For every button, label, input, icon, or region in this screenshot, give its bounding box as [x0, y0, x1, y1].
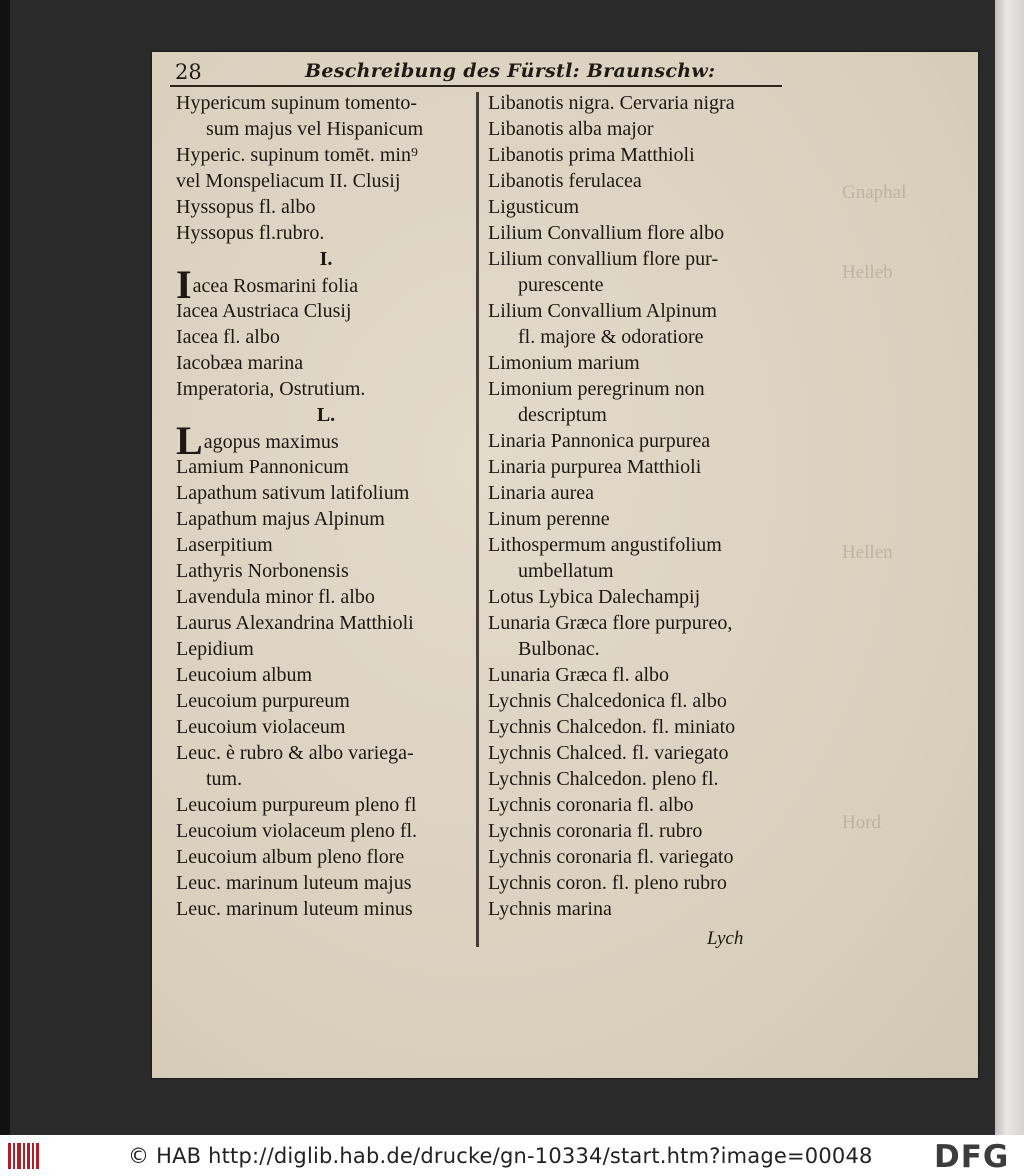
plant-entry — [488, 896, 788, 922]
entry-text: Lychnis marina — [488, 898, 612, 920]
catchword: Lych — [707, 928, 744, 949]
plant-entry — [488, 246, 788, 272]
plant-entry — [176, 766, 476, 792]
entry-text: Lychnis coronaria fl. albo — [488, 794, 694, 816]
plant-entry — [488, 506, 788, 532]
plant-entry — [176, 714, 476, 740]
entry-text: Lychnis Chalcedon. pleno fl. — [488, 768, 719, 790]
plant-entry — [488, 220, 788, 246]
plant-entry — [488, 480, 788, 506]
entry-text: purescente — [518, 274, 604, 296]
viewer-left-edge — [0, 0, 10, 1135]
plant-entry — [488, 532, 788, 558]
plant-entry — [176, 636, 476, 662]
entry-text: Laserpitium — [176, 534, 273, 556]
entry-text: Leucoium purpureum pleno fl — [176, 794, 417, 816]
plant-entry — [176, 818, 476, 844]
entry-text: acea Rosmarini folia — [192, 275, 359, 297]
plant-entry — [488, 844, 788, 870]
entry-text: Lychnis Chalced. fl. variegato — [488, 742, 729, 764]
plant-entry — [176, 896, 476, 922]
entry-text: Linaria Pannonica purpurea — [488, 430, 711, 452]
entry-text: Lilium Convallium Alpinum — [488, 300, 717, 322]
plant-entry — [488, 766, 788, 792]
plant-entry — [176, 220, 476, 246]
entry-text: Leuc. è rubro & albo variega- — [176, 742, 414, 764]
entry-text: Laurus Alexandrina Matthioli — [176, 612, 414, 634]
entry-text: umbellatum — [518, 560, 614, 582]
barcode-icon — [8, 1143, 46, 1169]
column-divider — [476, 92, 479, 947]
entry-text: Ligusticum — [488, 196, 580, 218]
entry-text: Lapathum sativum latifolium — [176, 482, 410, 504]
plant-entry — [488, 376, 788, 402]
entry-text: Leucoium violaceum — [176, 716, 346, 738]
plant-entry — [488, 194, 788, 220]
right-column — [488, 90, 788, 922]
plant-entry — [176, 870, 476, 896]
plant-entry — [488, 792, 788, 818]
entry-text: Leucoium album pleno flore — [176, 846, 405, 868]
plant-entry — [176, 792, 476, 818]
entry-text: Lotus Lybica Dalechampij — [488, 586, 701, 608]
show-through-text: Helleb — [842, 262, 893, 283]
entry-text: Leucoium violaceum pleno fl. — [176, 820, 418, 842]
entry-text: Iacea Austriaca Clusij — [176, 300, 352, 322]
plant-entry — [176, 324, 476, 350]
plant-entry — [176, 740, 476, 766]
plant-entry — [176, 298, 476, 324]
entry-text: Leucoium purpureum — [176, 690, 350, 712]
entry-text: agopus maximus — [203, 431, 339, 453]
plant-entry — [176, 194, 476, 220]
entry-text: Imperatoria, Ostrutium. — [176, 378, 366, 400]
page-number: 28 — [175, 60, 202, 84]
plant-entry — [488, 714, 788, 740]
entry-text: Leucoium album — [176, 664, 313, 686]
plant-entry — [488, 818, 788, 844]
entry-text: Hyssopus fl. albo — [176, 196, 316, 218]
plant-entry — [488, 688, 788, 714]
entry-text: Iacea fl. albo — [176, 326, 280, 348]
entry-text: tum. — [206, 768, 243, 790]
plant-entry — [488, 116, 788, 142]
plant-entry — [176, 610, 476, 636]
plant-entry — [176, 376, 476, 402]
plant-entry — [488, 558, 788, 584]
entry-text: Leuc. marinum luteum majus — [176, 872, 412, 894]
plant-entry — [488, 584, 788, 610]
copyright-link[interactable]: © HAB http://diglib.hab.de/drucke/gn-10334/start.htm?image=00048 — [128, 1144, 873, 1168]
section-heading — [176, 402, 476, 428]
entry-text: Lunaria Græca fl. albo — [488, 664, 670, 686]
plant-entry — [176, 454, 476, 480]
drop-cap: L — [176, 418, 203, 463]
entry-text: Libanotis nigra. Cervaria nigra — [488, 92, 735, 114]
plant-entry — [176, 350, 476, 376]
entry-text: Limonium peregrinum non — [488, 378, 705, 400]
plant-entry — [488, 610, 788, 636]
plant-entry — [488, 740, 788, 766]
plant-entry — [176, 558, 476, 584]
entry-text: Lychnis coron. fl. pleno rubro — [488, 872, 727, 894]
plant-entry — [176, 480, 476, 506]
viewer-footer — [0, 1135, 1024, 1176]
plant-entry — [176, 116, 476, 142]
entry-text: Lychnis Chalcedonica fl. albo — [488, 690, 727, 712]
plant-entry — [488, 402, 788, 428]
entry-text: Hyssopus fl.rubro. — [176, 222, 325, 244]
drop-cap: I — [176, 262, 192, 307]
entry-text: Linum perenne — [488, 508, 610, 530]
show-through-text: Hellen — [842, 542, 893, 563]
entry-text: Lychnis Chalcedon. fl. miniato — [488, 716, 736, 738]
plant-entry — [488, 298, 788, 324]
plant-entry — [176, 168, 476, 194]
plant-entry — [176, 532, 476, 558]
plant-entry — [176, 506, 476, 532]
entry-text: Lithospermum angustifolium — [488, 534, 722, 556]
header-rule — [170, 85, 782, 87]
entry-text: Leuc. marinum luteum minus — [176, 898, 413, 920]
plant-entry — [488, 662, 788, 688]
show-through-text: Gnaphal — [842, 182, 907, 203]
dfg-logo: DFG — [934, 1139, 1010, 1175]
entry-text: Iacobæa marina — [176, 352, 304, 374]
plant-entry — [488, 636, 788, 662]
plant-entry — [176, 844, 476, 870]
section-heading — [176, 246, 476, 272]
plant-entry — [176, 262, 476, 307]
plant-entry — [488, 142, 788, 168]
entry-text: Lapathum majus Alpinum — [176, 508, 385, 530]
plant-entry — [488, 272, 788, 298]
plant-entry — [488, 324, 788, 350]
entry-text: Libanotis prima Matthioli — [488, 144, 695, 166]
viewer-scrollbar[interactable] — [995, 0, 1024, 1135]
entry-text: Hyperic. supinum tomēt. min⁹ — [176, 144, 418, 166]
plant-entry — [176, 662, 476, 688]
running-head: Beschreibung des Fürstl: Braunschw: — [305, 60, 716, 82]
plant-entry — [176, 584, 476, 610]
plant-entry — [176, 418, 476, 463]
left-column — [176, 90, 476, 922]
plant-entry — [488, 454, 788, 480]
plant-entry — [488, 168, 788, 194]
entry-text: Limonium marium — [488, 352, 640, 374]
entry-text: L. — [316, 404, 336, 426]
plant-entry — [176, 142, 476, 168]
entry-text: Bulbonac. — [518, 638, 600, 660]
show-through-text: Hord — [842, 812, 882, 833]
entry-text: Lathyris Norbonensis — [176, 560, 349, 582]
entry-text: Libanotis alba major — [488, 118, 654, 140]
entry-text: Lychnis coronaria fl. rubro — [488, 820, 703, 842]
entry-text: Linaria aurea — [488, 482, 595, 504]
entry-text: Lilium Convallium flore albo — [488, 222, 725, 244]
plant-entry — [176, 90, 476, 116]
entry-text: I. — [319, 248, 333, 270]
entry-text: Lepidium — [176, 638, 254, 660]
plant-entry — [488, 428, 788, 454]
plant-entry — [488, 90, 788, 116]
entry-text: sum majus vel Hispanicum — [206, 118, 424, 140]
entry-text: Libanotis ferulacea — [488, 170, 642, 192]
plant-entry — [488, 350, 788, 376]
entry-text: Lilium convallium flore pur- — [488, 248, 719, 270]
entry-text: Lunaria Græca flore purpureo, — [488, 612, 733, 634]
entry-text: Linaria purpurea Matthioli — [488, 456, 702, 478]
entry-text: Lamium Pannonicum — [176, 456, 349, 478]
entry-text: Lavendula minor fl. albo — [176, 586, 375, 608]
entry-text: vel Monspeliacum II. Clusij — [176, 170, 401, 192]
entry-text: descriptum — [518, 404, 607, 426]
entry-text: Lychnis coronaria fl. variegato — [488, 846, 734, 868]
plant-entry — [176, 688, 476, 714]
plant-entry — [488, 870, 788, 896]
entry-text: Hypericum supinum tomento- — [176, 92, 418, 114]
entry-text: fl. majore & odoratiore — [518, 326, 704, 348]
